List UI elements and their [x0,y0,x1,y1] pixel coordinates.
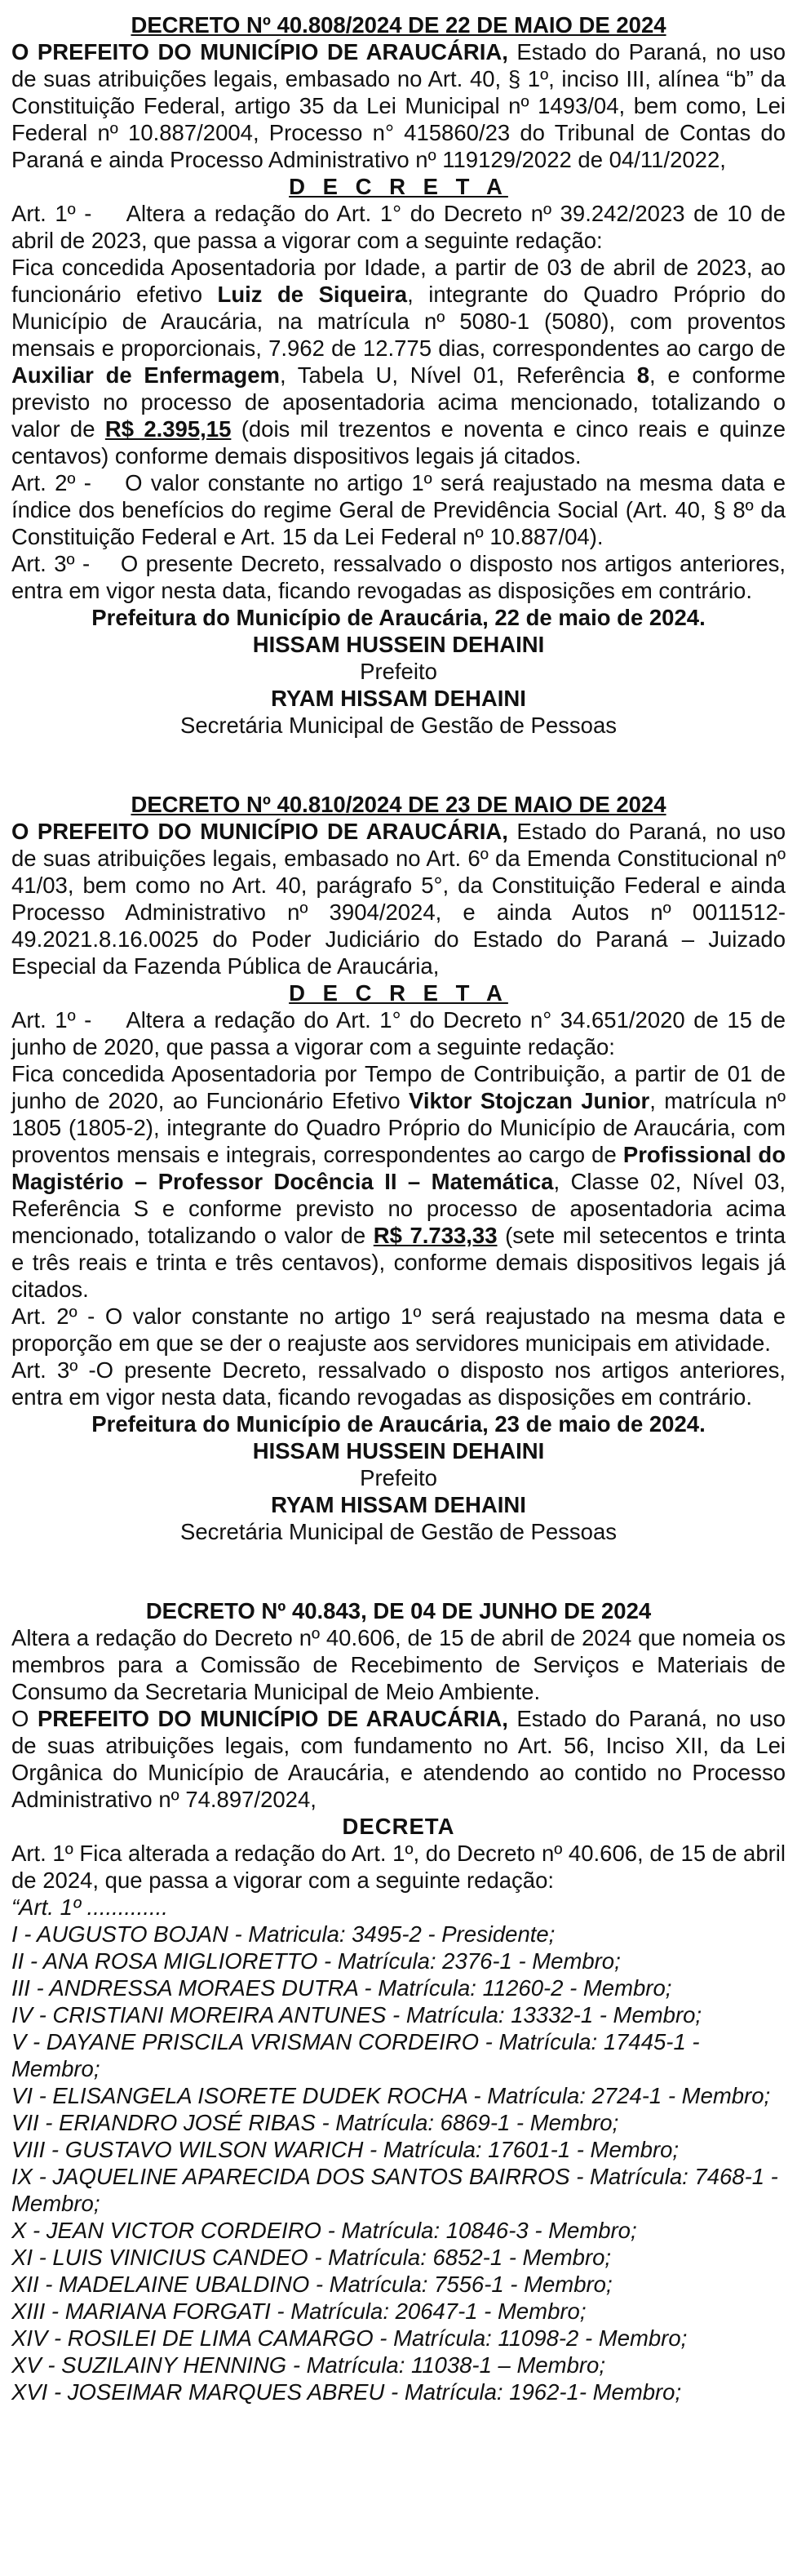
decreta-heading: DECRETA [342,1814,455,1839]
commission-member-item: XIII - MARIANA FORGATI - Matrícula: 20647-1 - Membro; [11,2298,587,2324]
commission-member-item: XV - SUZILAINY HENNING - Matrícula: 11038-1 – Membro; [11,2352,605,2378]
article-3 [11,550,786,604]
commission-member-item: II - ANA ROSA MIGLIORETTO - Matrícula: 2376-1 - Membro; [11,1948,621,1974]
beneficiary-role: Auxiliar de Enfermagem [11,362,280,388]
article-text: Altera a redação do Art. 1° do Decreto nº 39.242/2023 de 10 de abril de 2023, que passa a vigorar com a seguinte redação: [11,201,786,253]
grant-text: , Classe 02, Nível 03, Referência S e conforme previsto no processo de aposentadoria acima mencionado, totalizando o valor de [11,1169,786,1248]
commission-member-list [11,1921,786,2405]
decree-40843 [11,1597,786,2405]
grant-text: Fica concedida Aposentadoria por Idade, a partir de 03 de abril de 2023, ao funcionário efetivo [11,255,786,307]
signer-secretary-name: RYAM HISSAM DEHAINI [271,686,526,711]
article-label: Art. 3º - [11,551,91,576]
decree-preamble [11,818,786,979]
article-label: Art. 1º - [11,1007,92,1033]
article-2 [11,469,786,550]
grant-paragraph [11,254,786,469]
preamble-text: O [11,1706,38,1731]
commission-member-item: VI - ELISANGELA ISORETE DUDEK ROCHA - Matrícula: 2724-1 - Membro; [11,2083,771,2108]
decree-40810 [11,791,786,1545]
commission-member-item: I - AUGUSTO BOJAN - Matricula: 3495-2 - Presidente; [11,1921,556,1947]
commission-member-item: XI - LUIS VINICIUS CANDEO - Matrícula: 6852-1 - Membro; [11,2245,612,2270]
beneficiary-role: Profissional do Magistério – Professor Docência II – Matemática [11,1142,786,1194]
article-1 [11,1006,786,1060]
grant-text: (sete mil setecentos e trinta e três reais e trinta e três centavos), conforme demais dispositivos legais já citados. [11,1223,786,1302]
commission-member-item: IX - JAQUELINE APARECIDA DOS SANTOS BAIRROS - Matrícula: 7468-1 - Membro; [11,2164,778,2216]
benefit-value: R$ 2.395,15 [104,416,232,442]
grant-text: , e conforme previsto no processo de aposentadoria acima mencionado, totalizando o valor de [11,362,786,442]
signer-mayor-name: HISSAM HUSSEIN DEHAINI [252,632,545,657]
commission-member-item: X - JEAN VICTOR CORDEIRO - Matrícula: 10846-3 - Membro; [11,2218,637,2243]
commission-member-item: VIII - GUSTAVO WILSON WARICH - Matrícula: 17601-1 - Membro; [11,2137,680,2162]
commission-member-item: XII - MADELAINE UBALDINO - Matrícula: 7556-1 - Membro; [11,2272,613,2297]
decree-preamble [11,1705,786,1813]
closing-place-date: Prefeitura do Município de Araucária, 23 de maio de 2024. [91,1411,706,1437]
article-label: Art. 1º - [11,201,92,226]
decree-preamble [11,38,786,173]
article-3: Art. 3º -O presente Decreto, ressalvado o disposto nos artigos anteriores, entra em vigor nesta data, ficando revogadas as disposições em contrário. [11,1357,786,1410]
preamble-text: Estado do Paraná, no uso de suas atribuições legais, com fundamento no Art. 56, Inciso XII, da Lei Orgânica do Município de Araucária, e atendendo ao contido no Processo Administrativo nº 74.897/2024, [11,1706,786,1812]
article-label: Art. 2º - [11,470,91,495]
commission-member-item: XVI - JOSEIMAR MARQUES ABREU - Matrícula: 1962-1- Membro; [11,2379,682,2405]
grant-text: , integrante do Quadro Próprio do Município de Araucária, na matrícula nº 5080-1 (5080), com proventos mensais e proporcionais, 7.962 de 12.775 dias, correspondentes ao cargo de [11,282,786,361]
article-1: Art. 1º Fica alterada a redação do Art. 1º, do Decreto nº 40.606, de 15 de abril de 2024, que passa a vigorar com a seguinte redação: [11,1841,786,1893]
commission-member-item: IV - CRISTIANI MOREIRA ANTUNES - Matrícula: 13332-1 - Membro; [11,2002,702,2027]
preamble-text: Estado do Paraná, no uso de suas atribuições legais, embasado no Art. 40, § 1º, inciso III, alínea “b” da Constituição Federal, artigo 35 da Lei Municipal nº 1493/04, bem como, Lei Federal nº 10.887/2004, Processo n° 415860/23 do Tribunal de Contas do Paraná e ainda Processo Administrativo nº 119129/2022 de 04/11/2022, [11,39,786,172]
preamble-bold: PREFEITO DO MUNICÍPIO DE ARAUCÁRIA, [37,1706,508,1731]
preamble-bold: O PREFEITO DO MUNICÍPIO DE ARAUCÁRIA, [11,819,508,844]
decreta-heading: D E C R E T A [289,980,508,1006]
signer-mayor-name: HISSAM HUSSEIN DEHAINI [252,1438,545,1463]
signer-mayor-role: Prefeito [360,1465,437,1490]
decree-40808 [11,11,786,739]
decree-title: DECRETO Nº 40.810/2024 DE 23 DE MAIO DE 2024 [131,792,666,817]
article-1 [11,200,786,254]
decree-title: DECRETO Nº 40.808/2024 DE 22 DE MAIO DE 2024 [131,12,666,38]
grant-text: (dois mil trezentos e noventa e cinco reais e quinze centavos) conforme demais dispositivos legais já citados. [11,416,786,469]
decree-title: DECRETO Nº 40.843, DE 04 DE JUNHO DE 2024 [145,1598,652,1623]
grant-paragraph [11,1060,786,1303]
commission-member-item: V - DAYANE PRISCILA VRISMAN CORDEIRO - Matrícula: 17445-1 - Membro; [11,2029,700,2081]
grant-text: Fica concedida Aposentadoria por Tempo de Contribuição, a partir de 01 de junho de 2020, ao Funcionário Efetivo [11,1061,786,1113]
beneficiary-reference: 8 [636,362,650,388]
quoted-article-start: “Art. 1º ............. [11,1894,168,1920]
article-text: O valor constante no artigo 1º será reajustado na mesma data e índice dos benefícios do regime Geral de Previdência Social (Art. 40, § 8º da Constituição Federal e Art. 15 da Lei Federal nº 10.887/04). [11,470,786,549]
grant-text: , matrícula nº 1805 (1805-2), integrante do Quadro Próprio do Município de Araucária, com proventos mensais e integrais, correspondentes ao cargo de [11,1088,786,1167]
article-text: O presente Decreto, ressalvado o disposto nos artigos anteriores, entra em vigor nesta data, ficando revogadas as disposições em contrário. [11,551,786,603]
commission-member-item: III - ANDRESSA MORAES DUTRA - Matrícula: 11260-2 - Membro; [11,1975,672,2001]
preamble-text: Estado do Paraná, no uso de suas atribuições legais, embasado no Art. 6º da Emenda Constitucional nº 41/03, bem como no Art. 40, parágrafo 5°, da Constituição Federal e ainda Processo Administrativo nº 3904/2024, e ainda Autos nº 0011512-49.2021.8.16.0025 do Poder Judiciário do Estado do Paraná – Juizado Especial da Fazenda Pública de Araucária, [11,819,786,979]
signer-secretary-role: Secretária Municipal de Gestão de Pessoas [179,1519,617,1544]
beneficiary-name: Luiz de Siqueira [217,282,408,307]
decreta-heading: D E C R E T A [289,174,508,199]
beneficiary-name: Viktor Stojczan Junior [409,1088,650,1113]
commission-member-item: XIV - ROSILEI DE LIMA CAMARGO - Matrícula: 11098-2 - Membro; [11,2325,688,2351]
closing-place-date: Prefeitura do Município de Araucária, 22 de maio de 2024. [91,605,706,630]
article-text: Altera a redação do Art. 1° do Decreto n° 34.651/2020 de 15 de junho de 2020, que passa a vigorar com a seguinte redação: [11,1007,786,1059]
article-2: Art. 2º - O valor constante no artigo 1º será reajustado na mesma data e proporção em que se der o reajuste aos servidores municipais em atividade. [11,1304,786,1356]
commission-member-item: VII - ERIANDRO JOSÉ RIBAS - Matrícula: 6869-1 - Membro; [11,2110,619,2135]
signer-mayor-role: Prefeito [360,659,437,684]
benefit-value: R$ 7.733,33 [373,1223,498,1248]
signer-secretary-role: Secretária Municipal de Gestão de Pessoas [179,713,617,738]
decree-summary: Altera a redação do Decreto nº 40.606, de 15 de abril de 2024 que nomeia os membros para a Comissão de Recebimento de Serviços e Materiais de Consumo da Secretaria Municipal de Meio Ambiente. [11,1625,786,1704]
grant-text: , Tabela U, Nível 01, Referência [279,362,637,388]
signer-secretary-name: RYAM HISSAM DEHAINI [271,1492,526,1517]
preamble-bold: O PREFEITO DO MUNICÍPIO DE ARAUCÁRIA, [11,39,508,64]
